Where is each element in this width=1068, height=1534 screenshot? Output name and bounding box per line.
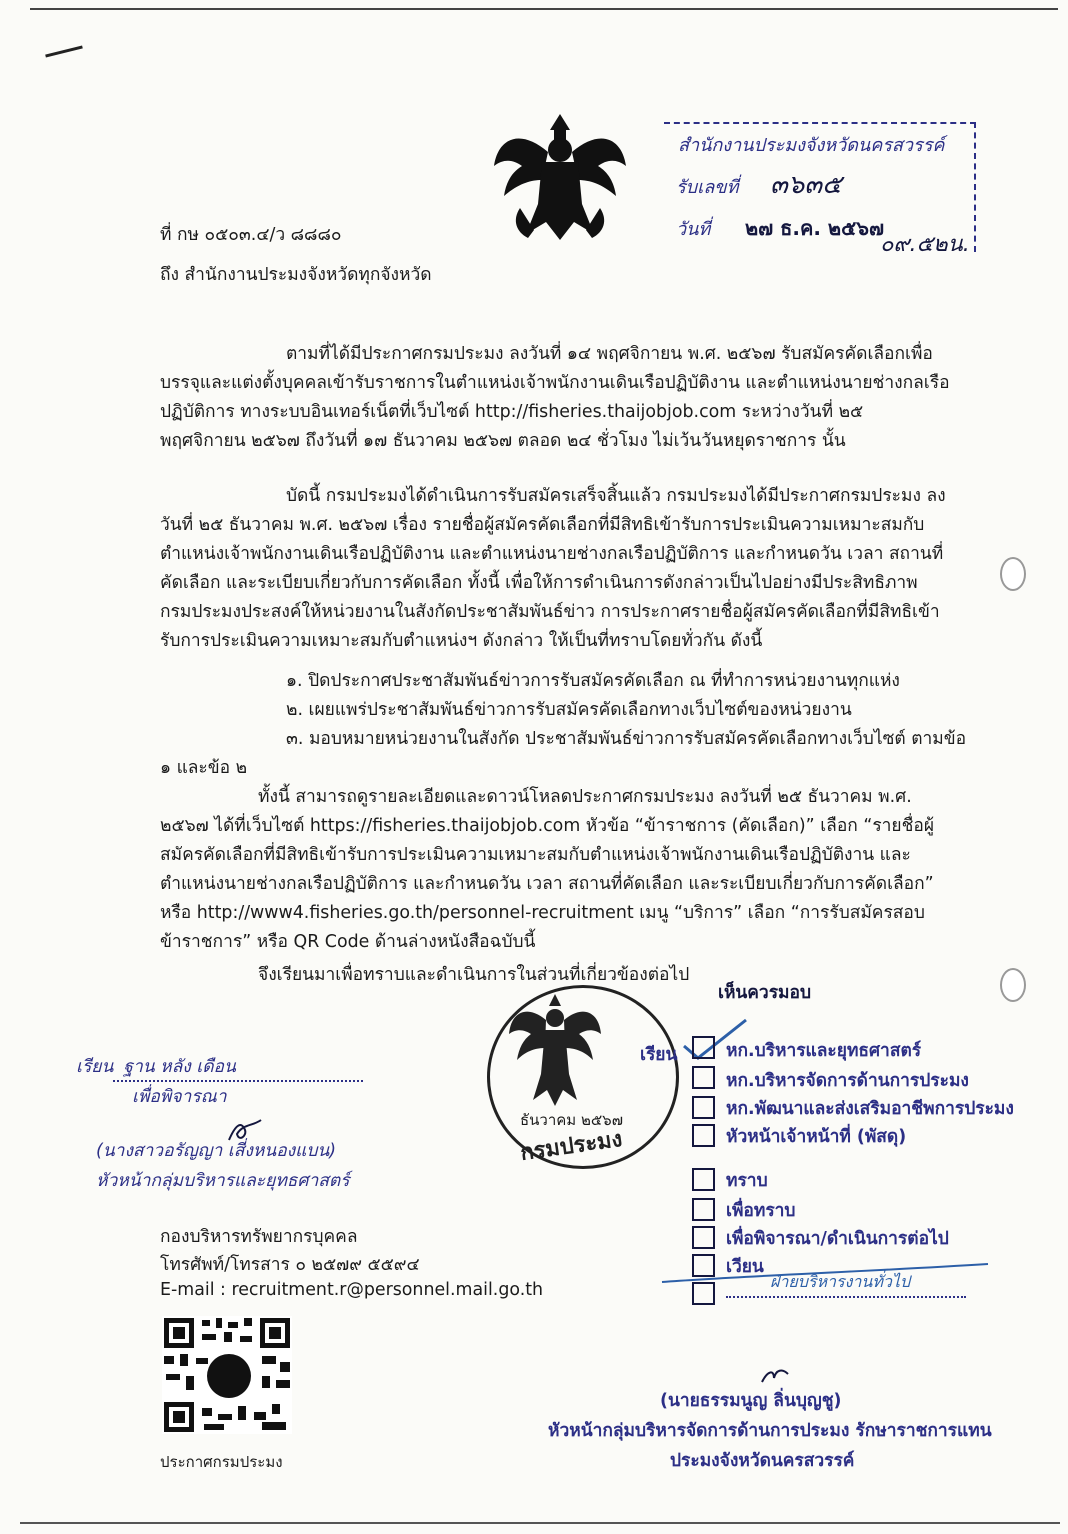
right-endorse-heading: เห็นควรมอบ — [718, 983, 811, 1003]
left-endorse-name: (นางสาวอรัญญา เสี่งหนองแบน) — [96, 1141, 337, 1161]
right-handwritten-note: ฝ่ายบริหารงานทั่วไป — [770, 1272, 911, 1291]
checkbox-action-3[interactable] — [692, 1226, 715, 1249]
contact-division: กองบริหารทรัพยากรบุคคล — [160, 1227, 358, 1247]
garuda-emblem-icon — [490, 108, 630, 248]
action-option-4: เวียน — [726, 1257, 764, 1277]
scan-edge-top — [30, 8, 1058, 10]
stamp-time-value: ๐๙.๕๒น. — [880, 232, 970, 257]
list-item-3-continued: ๑ และข้อ ๒ — [160, 758, 248, 778]
contact-email: E-mail : recruitment.r@personnel.mail.go.th — [160, 1280, 544, 1300]
stamp-received-number: ๓๖๓๕ — [770, 170, 842, 200]
stamp-office: สำนักงานประมงจังหวัดนครสวรรค์ — [678, 135, 945, 156]
stamp-received-label: รับเลขที่ — [676, 177, 739, 198]
assign-option-2: หก.บริหารจัดการด้านการประมง — [726, 1071, 969, 1091]
recipient-line: ถึง สำนักงานประมงจังหวัดทุกจังหวัด — [160, 265, 432, 285]
assign-option-3: หก.พัฒนาและส่งเสริมอาชีพการประมง — [726, 1099, 1014, 1119]
scan-edge-bottom — [20, 1522, 1060, 1524]
body-paragraph-3: ทั้งนี้ สามารถดูรายละเอียดและดาวน์โหลดประกาศกรมประมง ลงวันที่ ๒๕ ธันวาคม พ.ศ. ๒๕๖๗ ได้ที่เว็บไซต์ https://fisheries.thaijobjob.com หัวข้อ “ข้าราชการ (คัดเลือก)” เลือก “รายชื่อผู้สมัครคัดเลือกที่มีสิทธิเข้ารับการประเมินความเหมาะสมกับตำแหน่งเจ้าพนักงานเดินเรือปฏิบัติงาน และตำแหน่งนายช่างกลเรือปฏิบัติการ และกำหนดวัน เวลา สถานที่คัดเลือก และระเบียบเกี่ยวกับการคัดเลือก” หรือ http://www4.fisheries.go.th/personnel-recruitment เมนู “บริการ” เลือก “การรับสมัครสอบข้าราชการ” หรือ QR Code ด้านล่างหนังสือฉบับนี้ — [160, 787, 935, 952]
qr-code — [162, 1316, 292, 1434]
left-endorse-for-consider: เพื่อพิจารณา — [132, 1087, 227, 1107]
left-endorse-position: หัวหน้ากลุ่มบริหารและยุทธศาสตร์ — [96, 1171, 350, 1191]
qr-caption: ประกาศกรมประมง — [160, 1453, 283, 1471]
checkbox-action-1[interactable] — [692, 1168, 715, 1191]
right-endorse-name: (นายธรรมนูญ ลิ่นบุญชู) — [660, 1391, 842, 1411]
checkbox-action-2[interactable] — [692, 1198, 715, 1221]
left-endorse-to — [76, 1052, 363, 1082]
list-item-2: ๒. เผยแพร่ประชาสัมพันธ์ข่าวการรับสมัครคัดเลือกทางเว็บไซต์ของหน่วยงาน — [286, 700, 852, 720]
list-item-1: ๑. ปิดประกาศประชาสัมพันธ์ข่าวการรับสมัครคัดเลือก ณ ที่ทำการหน่วยงานทุกแห่ง — [286, 671, 900, 691]
stamp-date-value: ๒๗ ธ.ค. ๒๕๖๗ — [745, 216, 884, 240]
contact-phone: โทรศัพท์/โทรสาร ๐ ๒๕๗๙ ๕๕๙๔ — [160, 1255, 420, 1275]
action-option-3: เพื่อพิจารณา/ดำเนินการต่อไป — [726, 1229, 949, 1249]
right-endorse-position-2: ประมงจังหวัดนครสวรรค์ — [670, 1451, 855, 1471]
pen-mark — [45, 45, 83, 57]
punch-hole-top — [1000, 557, 1026, 591]
left-endorse-to-value: ฐาน หลัง เดือน — [113, 1052, 363, 1082]
left-endorse-to-label: เรียน — [76, 1057, 114, 1077]
seal-text: กรมประมง — [518, 1126, 624, 1167]
action-option-1: ทราบ — [726, 1171, 768, 1191]
punch-hole-bottom — [1000, 968, 1026, 1002]
seal-garuda-icon — [505, 990, 605, 1110]
checkbox-assign-4[interactable] — [692, 1124, 715, 1147]
seal-date-fragment: ธันวาคม ๒๕๖๗ — [520, 1111, 623, 1129]
assign-option-1: หก.บริหารและยุทธศาสตร์ — [726, 1041, 922, 1061]
closing-line: จึงเรียนมาเพื่อทราบและดำเนินการในส่วนที่เกี่ยวข้องต่อไป — [258, 965, 690, 985]
right-signature-icon — [760, 1366, 790, 1386]
reference-number: ที่ กษ ๐๕๐๓.๔/ว ๘๘๘๐ — [160, 225, 342, 245]
checkbox-assign-3[interactable] — [692, 1096, 715, 1119]
assign-option-4: หัวหน้าเจ้าหน้าที่ (พัสดุ) — [726, 1127, 907, 1147]
body-paragraph-2: บัดนี้ กรมประมงได้ดำเนินการรับสมัครเสร็จสิ้นแล้ว กรมประมงได้มีประกาศกรมประมง ลงวันที่ ๒๕ ธันวาคม พ.ศ. ๒๕๖๗ เรื่อง รายชื่อผู้สมัครคัดเลือกที่มีสิทธิเข้ารับการประเมินความเหมาะสมกับตำแหน่งเจ้าพนักงานเดินเรือปฏิบัติงาน และตำแหน่งนายช่างกลเรือปฏิบัติการ และกำหนดวัน เวลา สถานที่คัดเลือก และระเบียบเกี่ยวกับการคัดเลือก ทั้งนี้ เพื่อให้การดำเนินการดังกล่าวเป็นไปอย่างมีประสิทธิภาพ กรมประมงประสงค์ให้หน่วยงานในสังกัดประชาสัมพันธ์ข่าว การประกาศรายชื่อผู้สมัครคัดเลือกที่มีสิทธิเข้ารับการประเมินความเหมาะสมกับตำแหน่งฯ ดังกล่าว ให้เป็นที่ทราบโดยทั่วกัน ดังนี้ — [160, 486, 946, 651]
stamp-date-label: วันที่ — [676, 219, 711, 240]
pen-stroke-icon — [660, 1262, 990, 1286]
checkbox-assign-1[interactable] — [692, 1036, 715, 1059]
action-option-2: เพื่อทราบ — [726, 1201, 796, 1221]
right-endorse-position: หัวหน้ากลุ่มบริหารจัดการด้านการประมง รักษาราชการแทน — [548, 1421, 992, 1441]
other-dotted-line — [726, 1296, 966, 1298]
list-item-3: ๓. มอบหมายหน่วยงานในสังกัด ประชาสัมพันธ์ข่าวการรับสมัครคัดเลือกทางเว็บไซต์ ตามข้อ — [286, 729, 967, 749]
checkbox-assign-2[interactable] — [692, 1066, 715, 1089]
right-endorse-to-label: เรียน — [640, 1045, 678, 1065]
body-paragraph-1: ตามที่ได้มีประกาศกรมประมง ลงวันที่ ๑๔ พฤศจิกายน พ.ศ. ๒๕๖๗ รับสมัครคัดเลือกเพื่อบรรจุและแต่งตั้งบุคคลเข้ารับราชการในตำแหน่งเจ้าพนักงานเดินเรือปฏิบัติงาน และตำแหน่งนายช่างกลเรือปฏิบัติการ ทางระบบอินเทอร์เน็ตที่เว็บไซต์ http://fisheries.thaijobjob.com ระหว่างวันที่ ๒๕ พฤศจิกายน ๒๕๖๗ ถึงวันที่ ๑๗ ธันวาคม ๒๕๖๗ ตลอด ๒๔ ชั่วโมง ไม่เว้นวันหยุดราชการ นั้น — [160, 344, 950, 451]
